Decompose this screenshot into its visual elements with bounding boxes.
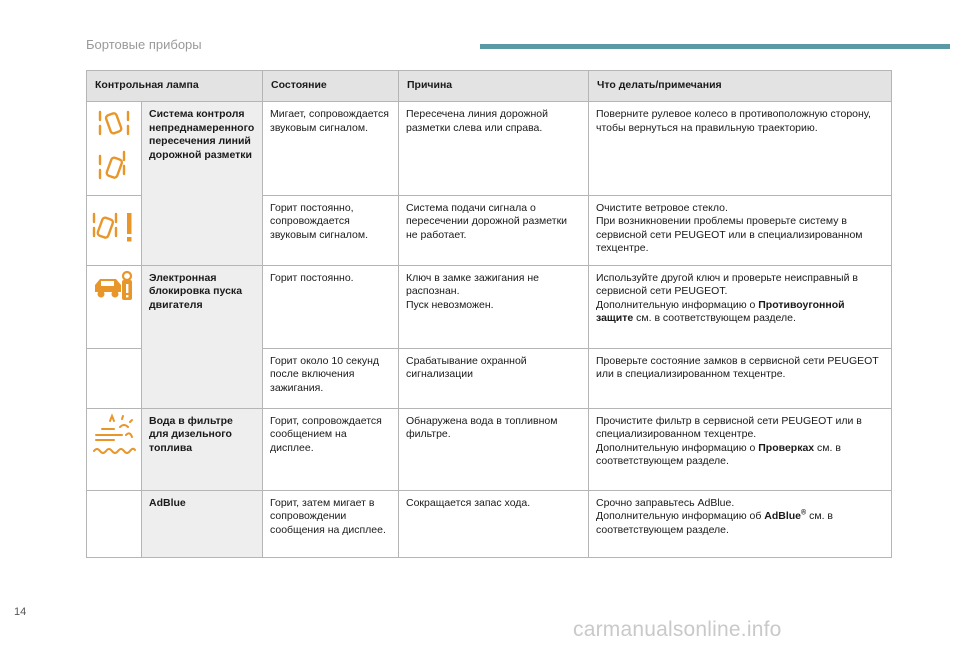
lamp-state: Горит, затем мигает в сопровождении сообщения на дисплее. — [263, 490, 399, 557]
action-reference: Проверках — [758, 441, 815, 454]
action-line: Дополнительную информацию о Проверках см. в соответствующем разделе. — [596, 441, 841, 467]
cause-line: Пуск невозможен. — [406, 298, 494, 311]
lamp-state: Горит около 10 секунд после включения зажигания. — [263, 348, 399, 408]
lamp-cause: Обнаружена вода в топливном фильтре. — [399, 408, 589, 490]
table-row — [87, 102, 892, 196]
table-row — [87, 490, 892, 557]
action-line: Дополнительную информацию об AdBlue® см. в соответствующем разделе. — [596, 509, 833, 536]
lamp-state: Горит постоянно, сопровождается звуковым сигналом. — [263, 195, 399, 265]
lamp-icon-cell — [87, 348, 142, 408]
action-reference: Противоугонной защите — [596, 298, 845, 324]
lamp-action — [589, 195, 892, 265]
section-title-bar — [480, 44, 950, 49]
lane-departure-icon — [96, 106, 132, 186]
lamp-action: Проверьте состояние замков в сервисной сети PEUGEOT или в специализированном техцентре. — [589, 348, 892, 408]
action-line: Срочно заправьтесь AdBlue. — [596, 496, 735, 509]
lamp-cause: Срабатывание охранной сигнализации — [399, 348, 589, 408]
lamp-name: Система контроля непреднамеренного пересечения линий дорожной разметки — [142, 102, 263, 266]
lamp-cause — [399, 265, 589, 348]
action-line: Используйте другой ключ и проверьте неисправный в сервисной сети PEUGEOT. — [596, 271, 858, 297]
lamp-cause: Система подачи сигнала о пересечении дорожной разметки не работает. — [399, 195, 589, 265]
lamp-name: Электронная блокировка пуска двигателя — [142, 265, 263, 408]
action-reference: AdBlue® — [764, 509, 807, 522]
lamp-name: AdBlue — [142, 490, 263, 557]
lamp-icon-cell — [87, 265, 142, 348]
lamp-cause: Пересечена линия дорожной разметки слева или справа. — [399, 102, 589, 196]
action-line: Прочистите фильтр в сервисной сети PEUGEOT или в специализированном техцентре. — [596, 414, 862, 440]
lamp-state: Мигает, сопровождается звуковым сигналом. — [263, 102, 399, 196]
table-row — [87, 408, 892, 490]
lamp-icon-cell — [87, 408, 142, 490]
lamp-icon-cell — [87, 102, 142, 196]
column-header-state: Состояние — [263, 71, 399, 102]
warning-lamp-table — [86, 70, 892, 558]
cause-line: Ключ в замке зажигания не распознан. — [406, 271, 539, 297]
lamp-cause: Сокращается запас хода. — [399, 490, 589, 557]
lamp-action: Поверните рулевое колесо в противоположную сторону, чтобы вернуться на правильную траекторию. — [589, 102, 892, 196]
lamp-icon-cell — [87, 490, 142, 557]
action-line: При возникновении проблемы проверьте систему в сервисной сети PEUGEOT или в специализированном техцентре. — [596, 215, 863, 254]
action-line: Дополнительную информацию о Противоугонной защите см. в соответствующем разделе. — [596, 298, 845, 324]
column-header-cause: Причина — [399, 71, 589, 102]
lane-departure-fault-icon — [91, 210, 137, 246]
lamp-action — [589, 408, 892, 490]
watermark-text: carmanualsonline.info — [573, 618, 782, 641]
column-header-lamp: Контрольная лампа — [87, 71, 263, 102]
section-title: Бортовые приборы — [86, 37, 202, 52]
page-number: 14 — [14, 606, 27, 618]
table-header-row — [87, 71, 892, 102]
water-in-diesel-icon — [92, 413, 136, 457]
lamp-icon-cell — [87, 195, 142, 265]
car-key-warning-icon — [92, 270, 136, 302]
lamp-action — [589, 265, 892, 348]
table-row — [87, 265, 892, 348]
action-line: Очистите ветровое стекло. — [596, 201, 728, 214]
column-header-action: Что делать/примечания — [589, 71, 892, 102]
lamp-name: Вода в фильтре для дизельного топлива — [142, 408, 263, 490]
lamp-action — [589, 490, 892, 557]
lamp-state: Горит, сопровождается сообщением на дисплее. — [263, 408, 399, 490]
lamp-state: Горит постоянно. — [263, 265, 399, 348]
